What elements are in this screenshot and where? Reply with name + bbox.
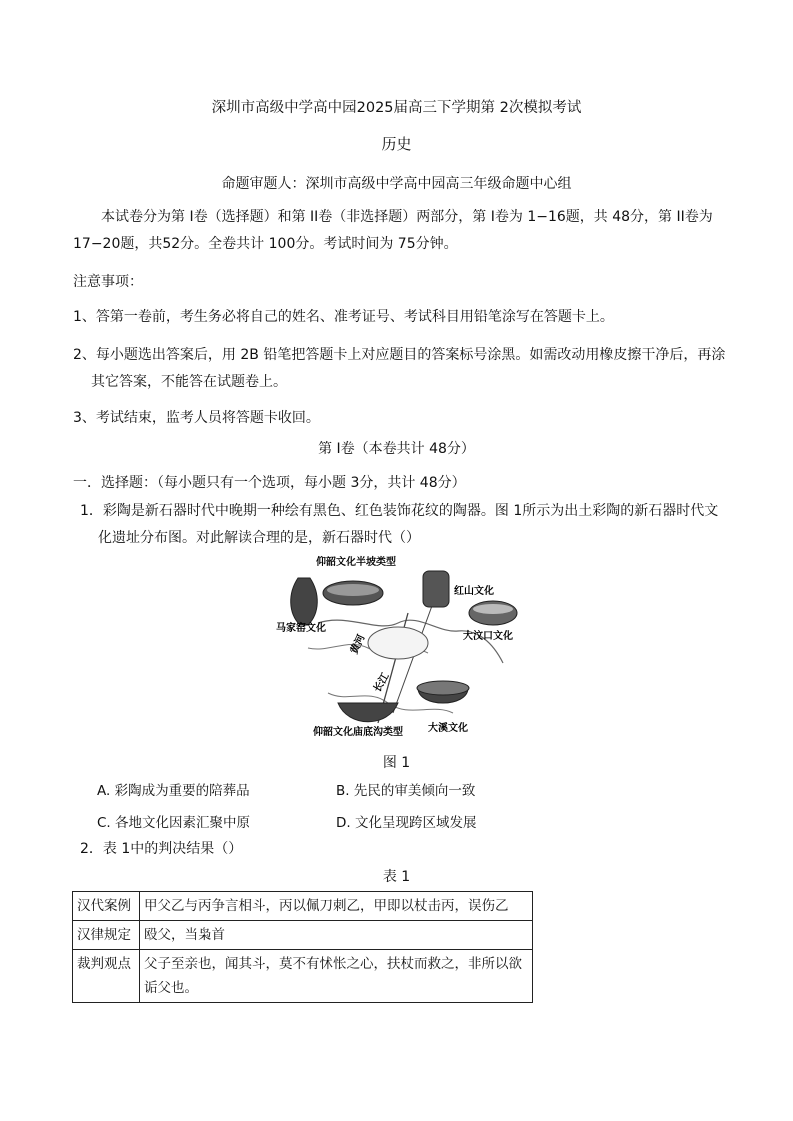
notice-item-3: 3、考试结束，监考人员将答题卡收回。: [73, 410, 320, 426]
label-huanghe: 黄河: [349, 633, 368, 656]
table-1: [72, 891, 533, 1003]
label-banpo: 仰韶文化半坡类型: [316, 557, 396, 568]
table-row: [73, 950, 533, 1003]
section-title: 一．选择题：（每小题只有一个选项，每小题 3分，共计 48分）: [73, 475, 466, 491]
notice-heading: 注意事项：: [73, 274, 143, 290]
table-row: [73, 892, 533, 921]
exam-title: 深圳市高级中学高中园2025届高三下学期第 2次模拟考试: [211, 100, 582, 116]
q1-option-a[interactable]: A. 彩陶成为重要的陪葬品: [97, 783, 250, 799]
notice-item-2: 2、每小题选出答案后，用 2B 铅笔把答题卡上对应题目的答案标号涂黑。如需改动用橡皮擦干净后，再涂其它答案，不能答在试题卷上。: [73, 347, 726, 390]
q1-option-b[interactable]: B. 先民的审美倾向一致: [336, 783, 476, 799]
part1-title: 第 I卷（本卷共计 48分）: [318, 441, 475, 457]
label-hongshan: 红山文化: [454, 586, 494, 597]
q2-stem: 2．表 1中的判决结果（）: [80, 841, 243, 857]
q1-stem: 1．彩陶是新石器时代中晚期一种绘有黑色、红色装饰花纹的陶器。图 1所示为出土彩陶的新石器时代文化遗址分布图。对此解读合理的是，新石器时代（）: [80, 503, 719, 546]
q1-option-d[interactable]: D. 文化呈现跨区域发展: [336, 815, 477, 831]
authors-line: 命题审题人：深圳市高级中学高中园高三年级命题中心组: [221, 176, 572, 192]
table-row-body: 甲父乙与丙争言相斗，丙以佩刀刺乙，甲即以杖击丙，误伤乙: [140, 892, 533, 921]
label-changjiang: 长江: [372, 671, 392, 695]
q1-option-c[interactable]: C. 各地文化因素汇聚中原: [97, 815, 251, 831]
label-miaodigou: 仰韶文化庙底沟类型: [313, 727, 403, 738]
label-daxi: 大溪文化: [428, 723, 468, 734]
table-row: [73, 921, 533, 950]
majiayao-vase-icon: [291, 578, 318, 625]
subject-title: 历史: [381, 135, 412, 153]
hongshan-jar-icon: [423, 571, 449, 607]
label-majiayao: 马家窑文化: [276, 623, 326, 634]
intro-paragraph: 本试卷分为第 I卷（选择题）和第 II卷（非选择题）两部分，第 I卷为 1−16题，共 48分，第 II卷为 17−20题，共52分。全卷共计 100分。考试时间为 75分钟。: [73, 209, 713, 252]
table-row-head: 汉律规定: [73, 921, 140, 950]
table-row-head: 裁判观点: [73, 950, 140, 1003]
figure-1-map: [268, 553, 528, 743]
table-row-body: 殴父，当枭首: [140, 921, 533, 950]
label-dawenkou: 大汶口文化: [463, 631, 513, 642]
figure-1-caption: 图 1: [382, 755, 411, 771]
table-1-title: 表 1: [382, 869, 411, 885]
table-row-body: 父子至亲也，闻其斗，莫不有怵怅之心，扶杖而救之，非所以欲诟父也。: [140, 950, 533, 1003]
notice-item-1: 1、答第一卷前，考生务必将自己的姓名、准考证号、考试科目用铅笔涂写在答题卡上。: [73, 309, 614, 325]
miaodigou-bowl-icon: [338, 703, 398, 722]
table-row-head: 汉代案例: [73, 892, 140, 921]
